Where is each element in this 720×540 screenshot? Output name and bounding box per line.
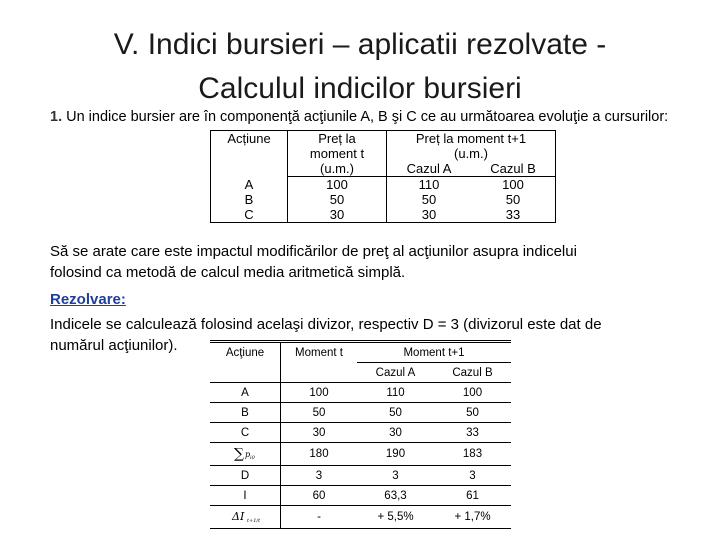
t2-row-a-t: 100 — [309, 386, 329, 399]
header-price-t-1: Preț la — [288, 131, 387, 147]
t2-row-c-t: 30 — [312, 426, 326, 439]
sum-icon-svg — [230, 443, 260, 462]
t2-row-a-case-a: 110 — [386, 386, 405, 399]
row-c-case-a: 30 — [387, 207, 472, 223]
t2-delta-t: - — [317, 511, 321, 523]
t2-header-empty-1 — [210, 363, 281, 383]
sum-of-prices-icon — [210, 443, 281, 466]
t2-row-c-case-b: 33 — [466, 426, 479, 439]
t2-header-empty-2 — [281, 363, 358, 383]
row-b-case-a: 50 — [387, 192, 472, 207]
problem-statement — [50, 104, 710, 131]
t2-delta-case-a: + 5,5% — [377, 511, 414, 523]
row-a-t: 100 — [288, 177, 387, 193]
price-table — [210, 130, 556, 223]
t2-delta-case-b: + 1,7% — [454, 511, 491, 523]
t2-row-c-action: C — [210, 423, 281, 443]
slide-title-line2: Calculul indicilor bursieri — [198, 72, 522, 105]
t2-row-i-label: I — [210, 486, 281, 506]
header-action: Acțiune — [211, 131, 288, 177]
task-paragraph — [50, 241, 577, 283]
problem-text: Un indice bursier are în componenţă acţiunile A, B şi C ce au următoarea evoluţie a cursurilor: — [62, 109, 669, 125]
t2-row-c-case-a: 30 — [389, 426, 402, 439]
t2-row-b-action: B — [210, 403, 281, 423]
row-c-t: 30 — [288, 207, 387, 223]
t2-row-a-action: A — [210, 383, 281, 403]
svg-text:t+1/t: t+1/t — [247, 518, 261, 524]
task-line1: Să se arate care este impactul modificărilor de preţ al acţiunilor asupra indicelui — [50, 243, 577, 260]
delta-icon-svg — [220, 506, 270, 525]
t2-sum-case-a: 190 — [385, 448, 406, 460]
delta-index-icon — [210, 506, 281, 529]
row-a-case-a: 110 — [387, 177, 472, 193]
t2-header-case-a: Cazul A — [375, 366, 416, 379]
header-case-b: Cazul B — [471, 161, 556, 177]
header-price-t1-1: Preț la moment t+1 — [387, 131, 556, 147]
row-b-t: 50 — [288, 192, 387, 207]
row-a-case-b: 100 — [471, 177, 556, 193]
t2-row-d-case-b: 3 — [469, 469, 476, 482]
svg-text:i0: i0 — [250, 455, 255, 461]
solution-link[interactable]: Rezolvare: — [50, 291, 126, 308]
index-calculation-table — [210, 340, 511, 529]
t2-header-action: Acţiune — [210, 342, 281, 363]
t2-header-moment-t1: Moment t+1 — [357, 342, 511, 363]
t2-row-d-case-a: 3 — [392, 469, 399, 482]
t2-sum-case-b: 183 — [462, 448, 483, 460]
header-price-t-3: (u.m.) — [288, 161, 387, 177]
t2-row-b-case-b: 50 — [466, 406, 479, 419]
slide-title-line1: V. Indici bursieri – aplicatii rezolvate - — [113, 28, 607, 61]
svg-text:ΔI: ΔI — [232, 510, 245, 523]
t2-row-a-case-b: 100 — [462, 386, 483, 399]
t2-row-i-case-a: 63,3 — [384, 489, 407, 502]
t2-header-moment-t: Moment t — [295, 346, 343, 359]
t2-row-i-case-b: 61 — [466, 489, 479, 502]
solution-line1: Indicele se calculează folosind acelaşi divizor, respectiv D = 3 (divizorul este dat de — [50, 316, 602, 333]
row-a-action: A — [211, 177, 288, 193]
t2-row-d-t: 3 — [315, 469, 323, 482]
svg-text:∑: ∑ — [234, 446, 244, 462]
row-c-case-b: 33 — [471, 207, 556, 223]
row-c-action: C — [211, 207, 288, 223]
task-line2: folosind ca metodă de calcul media aritmetică simplă. — [50, 264, 406, 281]
t2-row-d-label: D — [210, 466, 281, 486]
t2-row-i-t: 60 — [312, 489, 326, 502]
header-price-t1-2: (u.m.) — [387, 146, 556, 161]
row-b-action: B — [211, 192, 288, 207]
header-case-a: Cazul A — [387, 161, 472, 177]
row-b-case-b: 50 — [471, 192, 556, 207]
t2-sum-t: 180 — [309, 448, 329, 460]
t2-header-case-b: Cazul B — [452, 366, 493, 379]
t2-row-b-t: 50 — [312, 406, 326, 419]
header-price-t-2: moment t — [288, 146, 387, 161]
t2-row-b-case-a: 50 — [389, 406, 402, 419]
svg-text:p: p — [245, 450, 251, 459]
problem-number: 1. — [50, 109, 63, 125]
solution-line2: numărul acţiunilor). — [50, 337, 178, 354]
